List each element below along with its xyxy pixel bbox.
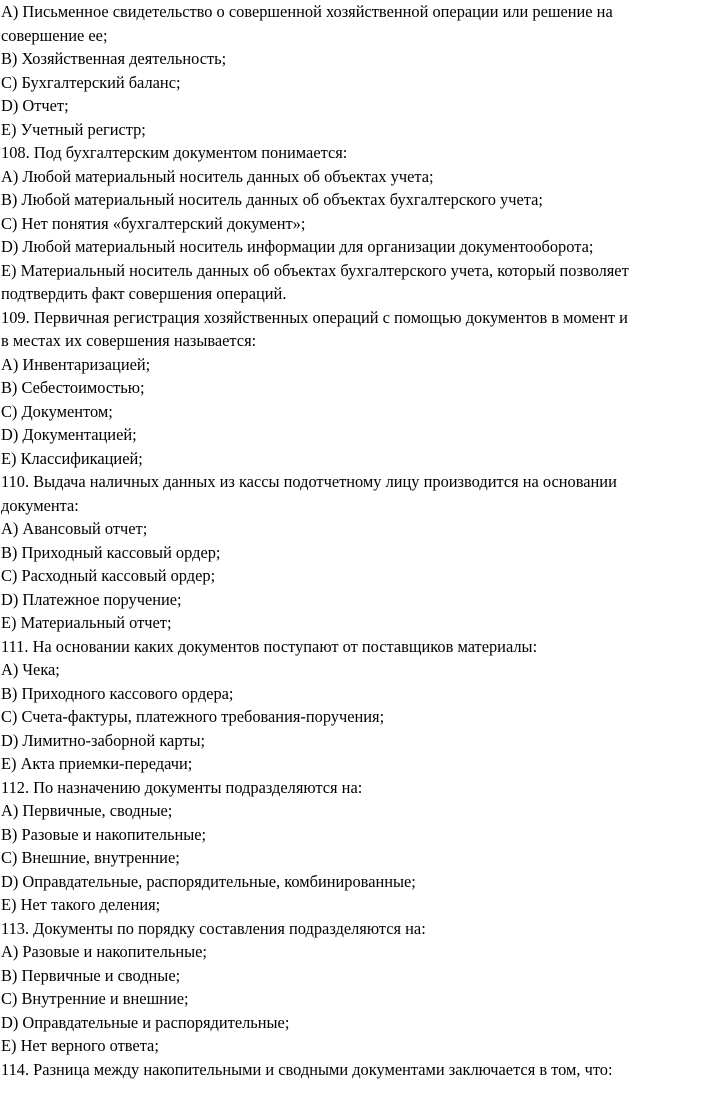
question-114: 114. Разница между накопительными и сводными документами заключается в том, что: <box>1 1059 613 1079</box>
text-line: D) Документацией; <box>1 425 137 444</box>
text-line: D) Лимитно-заборной карты; <box>1 730 206 750</box>
text-line: Е) Учетный регистр; <box>1 119 146 139</box>
question-112: 112. По назначению документы подразделяются на: <box>1 777 363 797</box>
text-line: D) Оправдательные и распорядительные; <box>1 1012 290 1032</box>
text-line: В) Разовые и накопительные; <box>1 824 207 844</box>
text-line: В) Себестоимостью; <box>1 378 145 397</box>
text-line: А) Инвентаризацией; <box>1 354 151 374</box>
text-line: А) Первичные, сводные; <box>1 801 173 820</box>
question-113: 113. Документы по порядку составления подразделяются на: <box>1 918 426 938</box>
text-line: В) Приходный кассовый ордер; <box>1 542 221 562</box>
text-line: подтвердить факт совершения операций. <box>1 284 287 303</box>
text-line: А) Чека; <box>1 660 60 679</box>
text-line: Е) Классификацией; <box>1 448 143 468</box>
text-line: С) Внутренние и внешние; <box>1 989 189 1008</box>
text-line: А) Письменное свидетельство о совершенной хозяйственной операции или решение на <box>1 2 613 21</box>
text-line: А) Разовые и накопительные; <box>1 942 207 961</box>
question-111: 111. На основании каких документов поступают от поставщиков материалы: <box>1 636 538 656</box>
question-110: 110. Выдача наличных данных из кассы подотчетному лицу производится на основании <box>1 472 617 491</box>
text-line: С) Счета-фактуры, платежного требования-поручения; <box>1 707 385 726</box>
text-line: С) Документом; <box>1 401 113 421</box>
question-109: 109. Первичная регистрация хозяйственных операций с помощью документов в момент и <box>1 307 628 327</box>
text-line: D) Отчет; <box>1 96 69 115</box>
text-line: Е) Нет верного ответа; <box>1 1036 159 1055</box>
text-line: совершение ее; <box>1 25 108 45</box>
text-line: С) Внешние, внутренние; <box>1 848 180 867</box>
text-line: А) Любой материальный носитель данных об объектах учета; <box>1 166 434 186</box>
text-line: D) Любой материальный носитель информации для организации документооборота; <box>1 237 594 256</box>
text-line: С) Бухгалтерский баланс; <box>1 72 181 92</box>
text-line: D) Платежное поручение; <box>1 589 182 609</box>
text-line: С) Расходный кассовый ордер; <box>1 566 216 585</box>
text-line: А) Авансовый отчет; <box>1 519 148 538</box>
text-line: документа: <box>1 495 79 515</box>
text-line: В) Любой материальный носитель данных об объектах бухгалтерского учета; <box>1 190 543 209</box>
text-line: D) Оправдательные, распорядительные, комбинированные; <box>1 871 416 891</box>
text-line: В) Приходного кассового ордера; <box>1 683 234 703</box>
text-line: Е) Акта приемки-передачи; <box>1 754 193 773</box>
text-line: С) Нет понятия «бухгалтерский документ»; <box>1 213 306 233</box>
text-line: в местах их совершения называется: <box>1 331 257 350</box>
text-line: В) Хозяйственная деятельность; <box>1 49 227 68</box>
text-line: В) Первичные и сводные; <box>1 965 181 985</box>
text-line: Е) Материальный носитель данных об объектах бухгалтерского учета, который позволяет <box>1 260 629 280</box>
question-108: 108. Под бухгалтерским документом понимается: <box>1 143 348 162</box>
text-line: Е) Материальный отчет; <box>1 613 172 632</box>
text-line: Е) Нет такого деления; <box>1 895 161 914</box>
